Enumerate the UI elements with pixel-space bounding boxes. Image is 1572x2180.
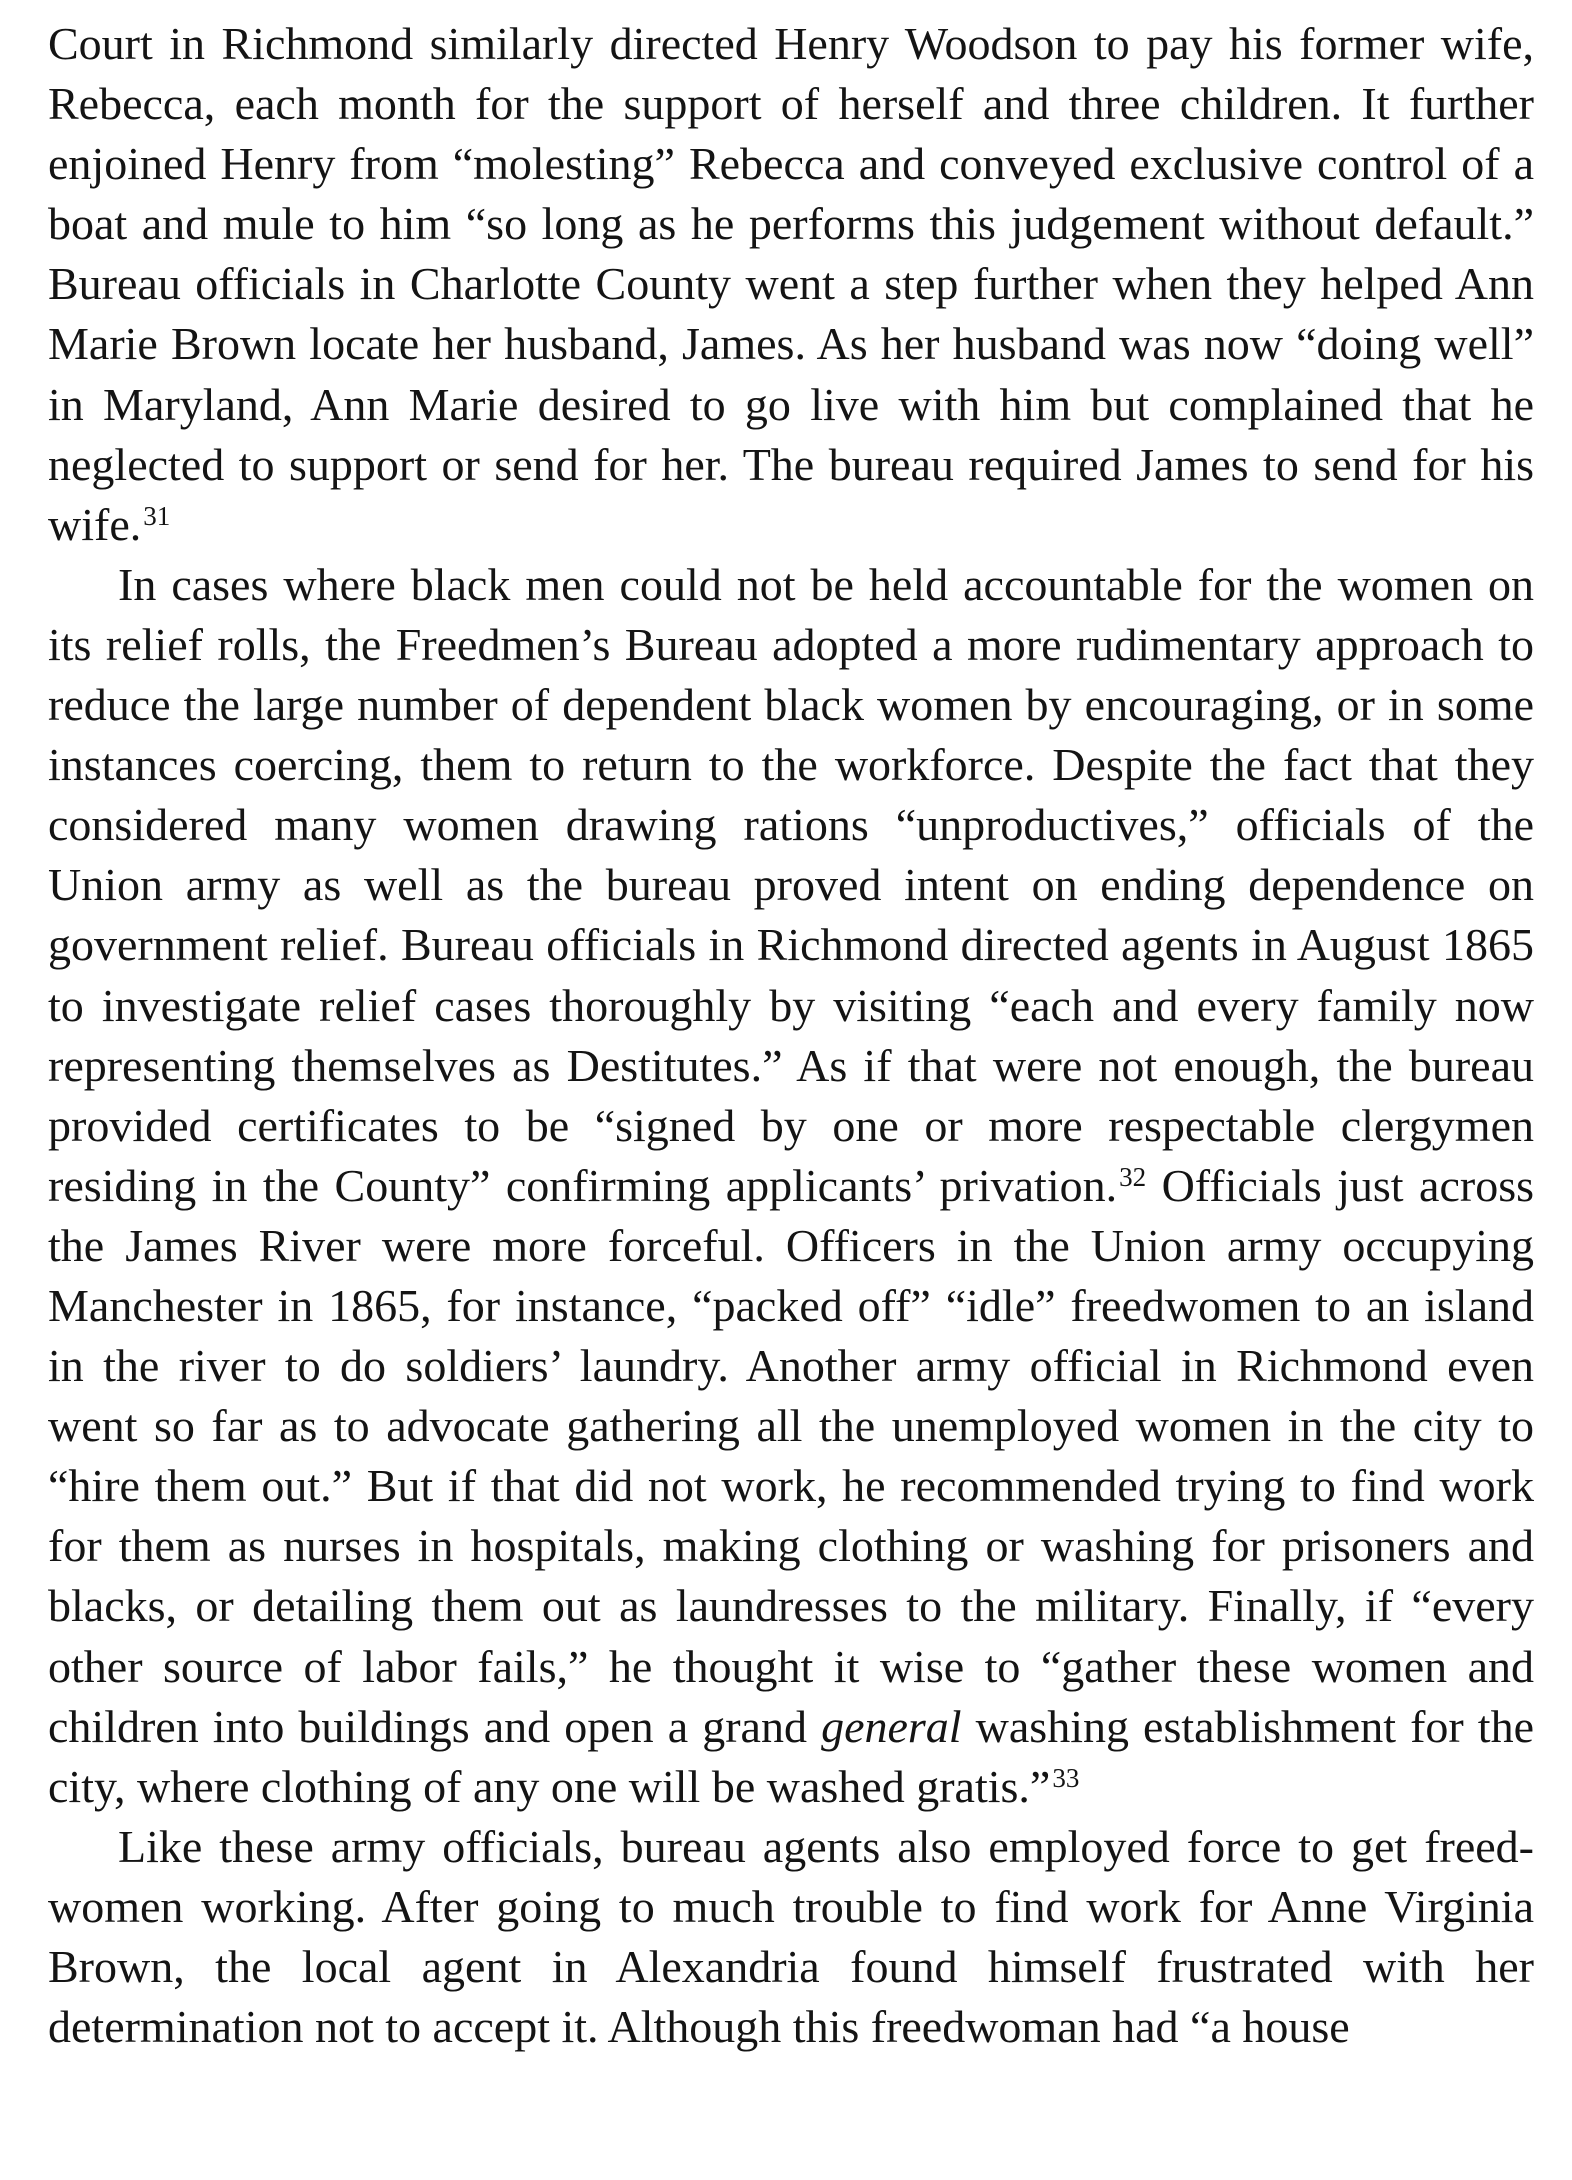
footnote-ref-33[interactable]: 33 bbox=[1052, 1762, 1080, 1793]
p2-text-c: washing establishment for the city, where clothing of any one will be washed gratis.” bbox=[48, 1700, 1534, 1812]
p2-emphasis-general: general bbox=[821, 1700, 962, 1752]
p3-text: Like these army officials, bureau agents also employed force to get freedwomen working. After going to much trouble to find work for Anne Virginia Brown, the local agent in Alexandria found himself frustrated with her determination not to accept it. Although this freedwoman had “a house bbox=[48, 1820, 1534, 2053]
book-page-body bbox=[48, 14, 1534, 2057]
paragraph-1 bbox=[48, 14, 1534, 555]
p1-text: Court in Richmond similarly directed Henry Woodson to pay his former wife, Rebecca, each month for the support of herself and three children. It further enjoined Henry from “molesting” Rebecca and conveyed exclusive control of a boat and mule to him “so long as he performs this judgement without default.” Bureau officials in Charlotte County went a step further when they helped Ann Marie Brown locate her husband, James. As her husband was now “doing well” in Maryland, Ann Marie desired to go live with him but complained that he neglected to support or send for her. The bureau required James to send for his wife. bbox=[48, 18, 1534, 550]
footnote-ref-32[interactable]: 32 bbox=[1119, 1161, 1147, 1192]
p2-text-a: In cases where black men could not be held accountable for the women on its relief rolls, the Freedmen’s Bureau adopted a more rudimentary approach to reduce the large number of dependent black women by encouraging, or in some instances coercing, them to return to the workforce. Despite the fact that they considered many women drawing rations “unproductives,” officials of the Union army as well as the bureau proved intent on ending dependence on government relief. Bureau officials in Richmond directed agents in August 1865 to investigate relief cases thoroughly by visiting “each and every family now representing themselves as Destitutes.” As if that were not enough, the bureau provided certificates to be “signed by one or more respectable clergymen residing in the County” confirming applicants’ privation. bbox=[48, 558, 1534, 1211]
footnote-ref-31[interactable]: 31 bbox=[143, 500, 171, 531]
p2-text-b: Officials just across the James River were more forceful. Officers in the Union army occupying Manchester in 1865, for instance, “packed off” “idle” freedwomen to an island in the river to do soldiers’ laundry. Another army official in Richmond even went so far as to advocate gathering all the unemployed women in the city to “hire them out.” But if that did not work, he recommended trying to find work for them as nurses in hospitals, making clothing or washing for prisoners and blacks, or detailing them out as laundresses to the military. Finally, if “every other source of labor fails,” he thought it wise to “gather these women and children into buildings and open a grand bbox=[48, 1159, 1534, 1752]
paragraph-2 bbox=[48, 555, 1534, 1817]
paragraph-3 bbox=[48, 1817, 1534, 2057]
